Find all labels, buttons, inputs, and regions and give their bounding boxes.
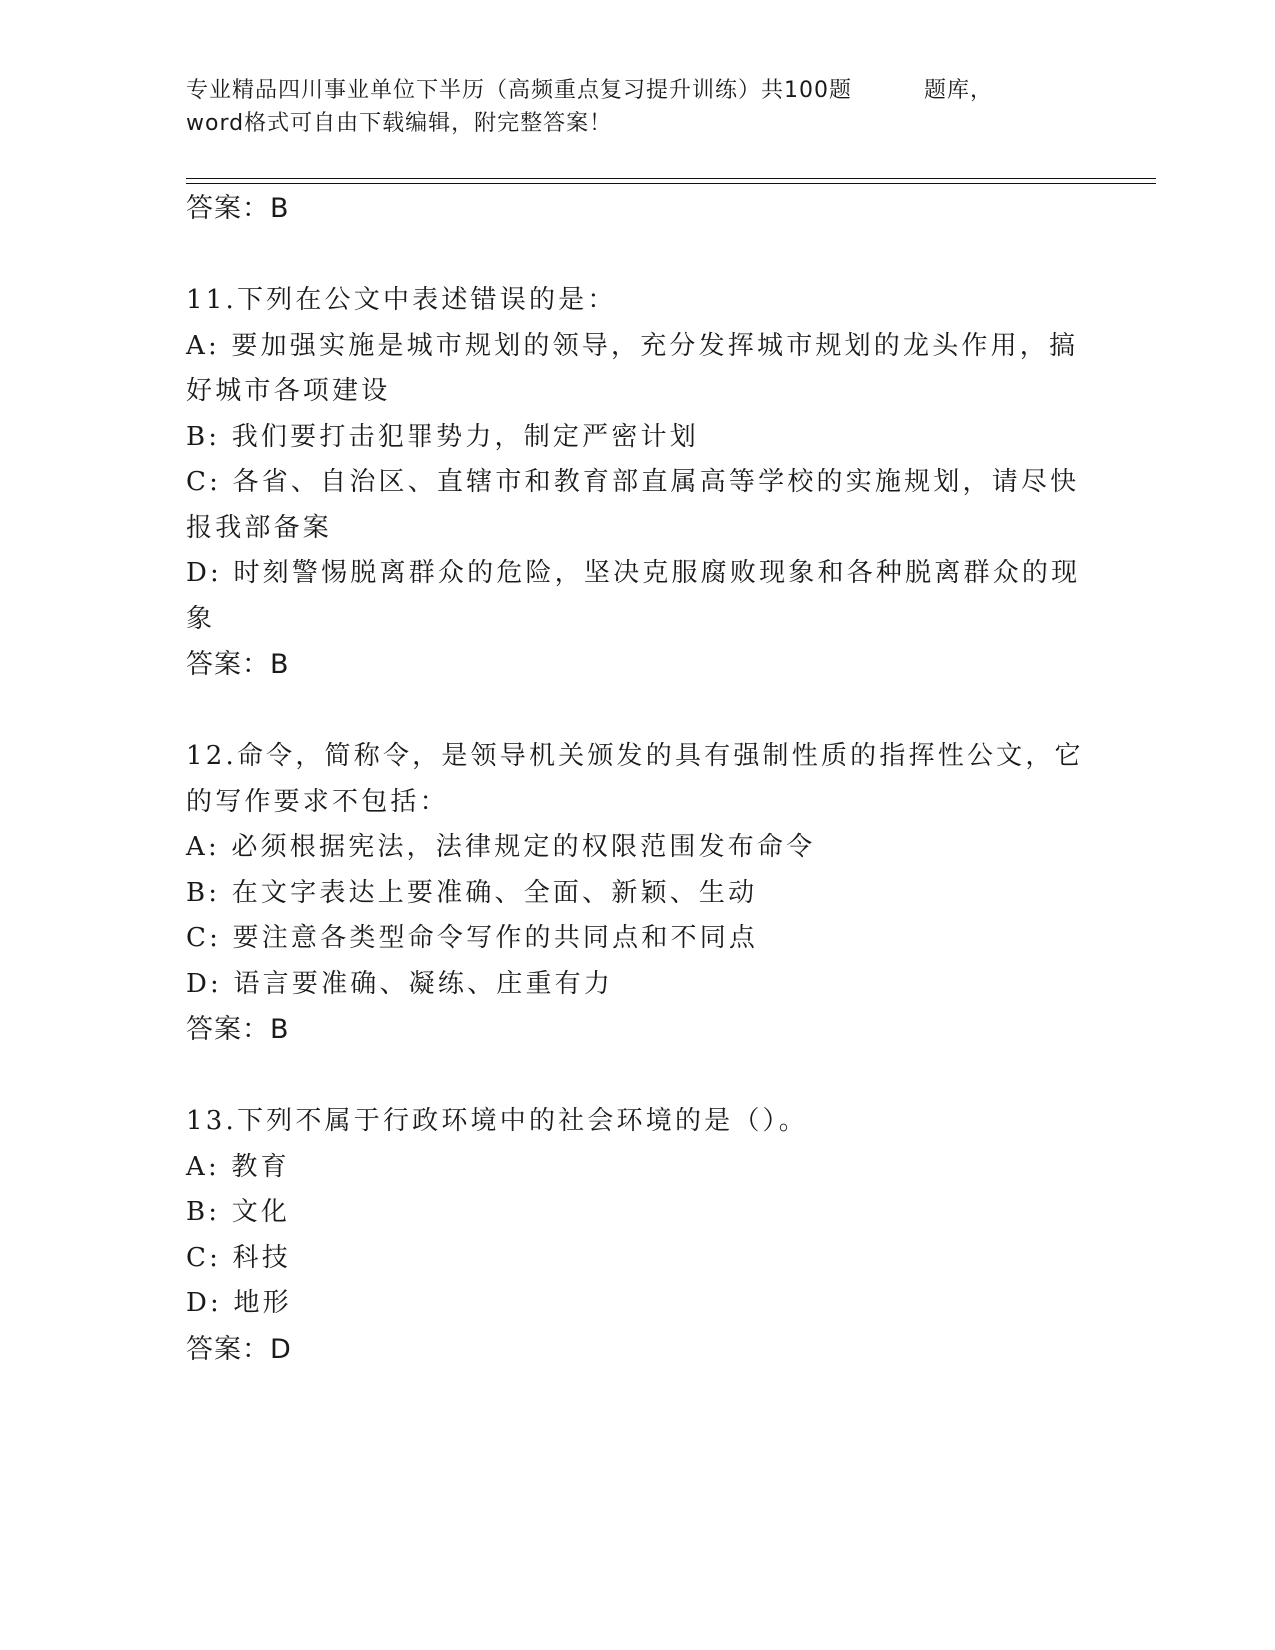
- answer-line: 答案：D: [186, 1333, 292, 1365]
- option-c: C: 要注意各类型命令写作的共同点和不同点: [186, 923, 759, 953]
- page-header: [186, 74, 1066, 140]
- question-stem: 11.下列在公文中表述错误的是：: [186, 285, 617, 315]
- header-rule-bottom: [186, 183, 1156, 184]
- question-stem: 13.下列不属于行政环境中的社会环境的是（）。: [186, 1106, 808, 1136]
- option-d: D: 时刻警惕脱离群众的危险，坚决克服腐败现象和各种脱离群众的现象: [186, 558, 1081, 634]
- question-block: [186, 278, 1086, 688]
- option-c: C: 科技: [186, 1242, 291, 1273]
- option-c: C: 各省、自治区、直辖市和教育部直属高等学校的实施规划，请尽快报我部备案: [186, 467, 1080, 543]
- header-rule-top: [186, 178, 1156, 179]
- option-d: D: 语言要准确、凝练、庄重有力: [186, 968, 614, 999]
- header-title-tail: 题库，: [924, 78, 994, 103]
- option-a: A: 要加强实施是城市规划的领导，充分发挥城市规划的龙头作用，搞好城市各项建设: [186, 330, 1079, 406]
- option-d: D: 地形: [186, 1288, 292, 1318]
- answer-line: 答案：B: [186, 649, 290, 680]
- answer-line: 答案：B: [186, 193, 290, 224]
- option-b: B: 文化: [186, 1197, 291, 1227]
- header-title: 专业精品四川事业单位下半历（高频重点复习提升训练）共100题: [186, 78, 852, 103]
- answer-line: 答案：B: [186, 1014, 290, 1045]
- option-a: A: 教育: [186, 1151, 290, 1182]
- question-stem: 12.命令，简称令，是领导机关颁发的具有强制性质的指挥性公文，它的写作要求不包括：: [186, 741, 1084, 817]
- header-line-2: word格式可自由下载编辑，附完整答案！: [186, 111, 613, 136]
- question-block: [186, 734, 1086, 1053]
- option-a: A: 必须根据宪法，法律规定的权限范围发布命令: [186, 832, 816, 862]
- option-b: B: 在文字表达上要准确、全面、新颖、生动: [186, 877, 758, 908]
- question-content: [186, 186, 1086, 1373]
- option-b: B: 我们要打击犯罪势力，制定严密计划: [186, 421, 699, 452]
- header-line-1: [186, 74, 1066, 107]
- question-block: [186, 1099, 1086, 1373]
